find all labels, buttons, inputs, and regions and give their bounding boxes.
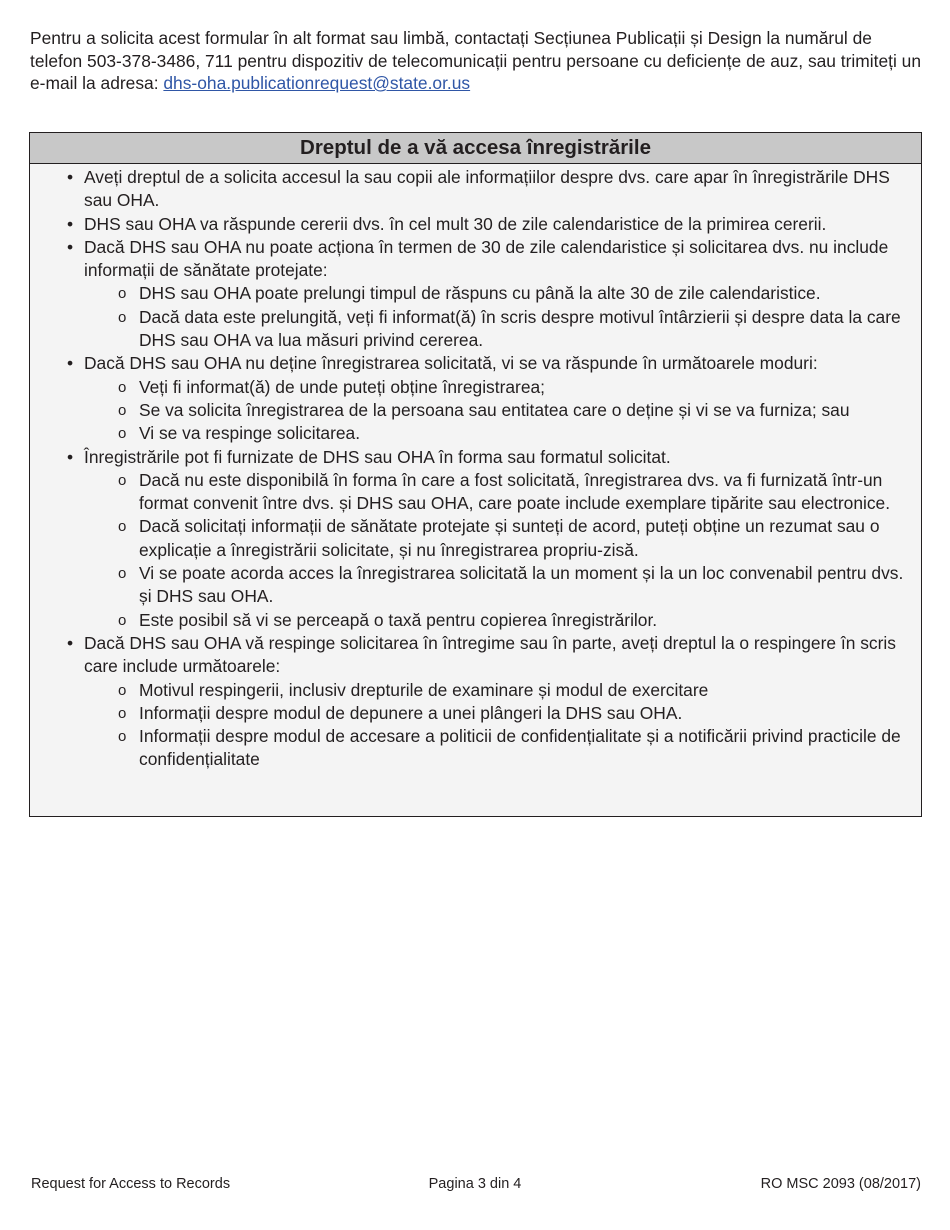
- list-item-text: Dacă DHS sau OHA nu poate acționa în termen de 30 de zile calendaristice și solicitarea dvs. nu include informații de sănătate protejate:: [84, 236, 889, 281]
- list-item: [30, 236, 921, 352]
- publication-request-email-link[interactable]: dhs-oha.publicationrequest@state.or.us: [163, 73, 471, 93]
- sub-list-item: [83, 376, 917, 399]
- sub-list-item-text: Motivul respingerii, inclusiv drepturile de examinare și modul de exercitare: [139, 679, 709, 700]
- sub-list-item-text: Informații despre modul de accesare a politicii de confidențialitate și a notificării privind practicile de confidențialitate: [139, 726, 901, 770]
- sub-list-item: [83, 609, 917, 632]
- footer-form-title: Request for Access to Records: [31, 1176, 231, 1192]
- sub-list-item-text: Vi se va respinge solicitarea.: [139, 423, 361, 444]
- sub-list-item: [83, 399, 917, 422]
- rights-list: [30, 164, 921, 772]
- sub-list-item-text: Dacă nu este disponibilă în forma în care a fost solicitată, înregistrarea dvs. va fi furnizată într-un format convenit între dvs. și DHS sau OHA, care poate include exemplare tipărite sau electronice.: [139, 469, 891, 514]
- sub-list-item-text: Se va solicita înregistrarea de la persoana sau entitatea care o deține și vi se va furniza; sau: [139, 399, 850, 420]
- sub-list-item-text: Veți fi informat(ă) de unde puteți obține înregistrarea;: [139, 376, 546, 397]
- list-item-text: Dacă DHS sau OHA nu deține înregistrarea solicitată, vi se va răspunde în următoarele moduri:: [84, 353, 818, 374]
- hollow-bullet-icon: o: [118, 681, 127, 699]
- sub-list-item-text: Este posibil să vi se perceapă o taxă pentru copierea înregistrărilor.: [139, 609, 658, 630]
- list-item-text: Înregistrările pot fi furnizate de DHS sau OHA în forma sau formatul solicitat.: [84, 446, 671, 467]
- sub-list-item-text: Dacă solicitați informații de sănătate protejate și sunteți de acord, puteți obține un rezumat sau o explicație a înregistrării solicitate, și nu înregistrarea propriu-zisă.: [139, 516, 880, 560]
- sub-list-item: [83, 562, 917, 609]
- list-item: [30, 166, 921, 213]
- bullet-icon: •: [67, 236, 74, 257]
- sub-list-item: [83, 702, 917, 725]
- hollow-bullet-icon: o: [118, 704, 127, 722]
- bullet-icon: •: [67, 632, 74, 653]
- intro-text: Pentru a solicita acest formular în alt format sau limbă, contactați Secțiunea Publicații și Design la numărul de telefon 503-378-3486, 711 pentru dispozitiv de telecomunicații pentru persoane cu deficiențe de auz, sau trimiteți un e-mail la adresa:: [30, 28, 922, 93]
- sub-list-item: [83, 282, 917, 305]
- bullet-icon: •: [67, 167, 74, 187]
- hollow-bullet-icon: o: [118, 308, 127, 326]
- sub-list-item-text: Vi se poate acorda acces la înregistrarea solicitată la un moment și la un loc convenabil pentru dvs. și DHS sau OHA.: [139, 563, 904, 607]
- footer-page-number: Pagina 3 din 4: [428, 1176, 522, 1192]
- intro-paragraph: [30, 27, 925, 95]
- access-rights-box: [29, 132, 922, 817]
- hollow-bullet-icon: o: [118, 728, 127, 746]
- bullet-icon: •: [67, 446, 74, 467]
- sub-list: [84, 469, 917, 632]
- sub-list: [84, 376, 917, 446]
- list-item: [30, 213, 921, 236]
- sub-list: [84, 679, 917, 772]
- hollow-bullet-icon: o: [118, 401, 127, 419]
- sub-list-item-text: Informații despre modul de depunere a unei plângeri la DHS sau OHA.: [139, 702, 683, 723]
- sub-list-item: [83, 515, 917, 562]
- list-item: [30, 352, 921, 445]
- sub-list-item: [83, 679, 917, 702]
- hollow-bullet-icon: o: [118, 471, 127, 489]
- hollow-bullet-icon: o: [118, 285, 127, 303]
- hollow-bullet-icon: o: [118, 378, 127, 396]
- list-item-text: Dacă DHS sau OHA vă respinge solicitarea în întregime sau în parte, aveți dreptul la o respingere în scris care include următoarele:: [84, 632, 896, 677]
- hollow-bullet-icon: o: [118, 518, 127, 536]
- box-title: Dreptul de a vă accesa înregistrările: [30, 133, 921, 164]
- sub-list-item-text: Dacă data este prelungită, veți fi informat(ă) în scris despre motivul întârzierii și despre data la care DHS sau OHA va lua măsuri privind cererea.: [139, 306, 901, 351]
- bullet-icon: •: [67, 213, 74, 234]
- list-item-text: Aveți dreptul de a solicita accesul la sau copii ale informațiilor despre dvs. care apar în înregistrările DHS sau OHA.: [84, 167, 890, 211]
- hollow-bullet-icon: o: [118, 611, 127, 629]
- hollow-bullet-icon: o: [118, 425, 127, 443]
- list-item: [30, 632, 921, 772]
- sub-list-item: [83, 469, 917, 516]
- footer-form-code: RO MSC 2093 (08/2017): [760, 1176, 921, 1192]
- hollow-bullet-icon: o: [118, 565, 127, 583]
- sub-list: [84, 282, 917, 352]
- sub-list-item: [83, 422, 917, 445]
- sub-list-item: [83, 306, 917, 353]
- list-item: [30, 446, 921, 632]
- list-item-text: DHS sau OHA va răspunde cererii dvs. în cel mult 30 de zile calendaristice de la primirea cererii.: [84, 213, 827, 234]
- sub-list-item: [83, 725, 917, 772]
- bullet-icon: •: [67, 353, 74, 374]
- sub-list-item-text: DHS sau OHA poate prelungi timpul de răspuns cu până la alte 30 de zile calendaristice.: [139, 283, 821, 304]
